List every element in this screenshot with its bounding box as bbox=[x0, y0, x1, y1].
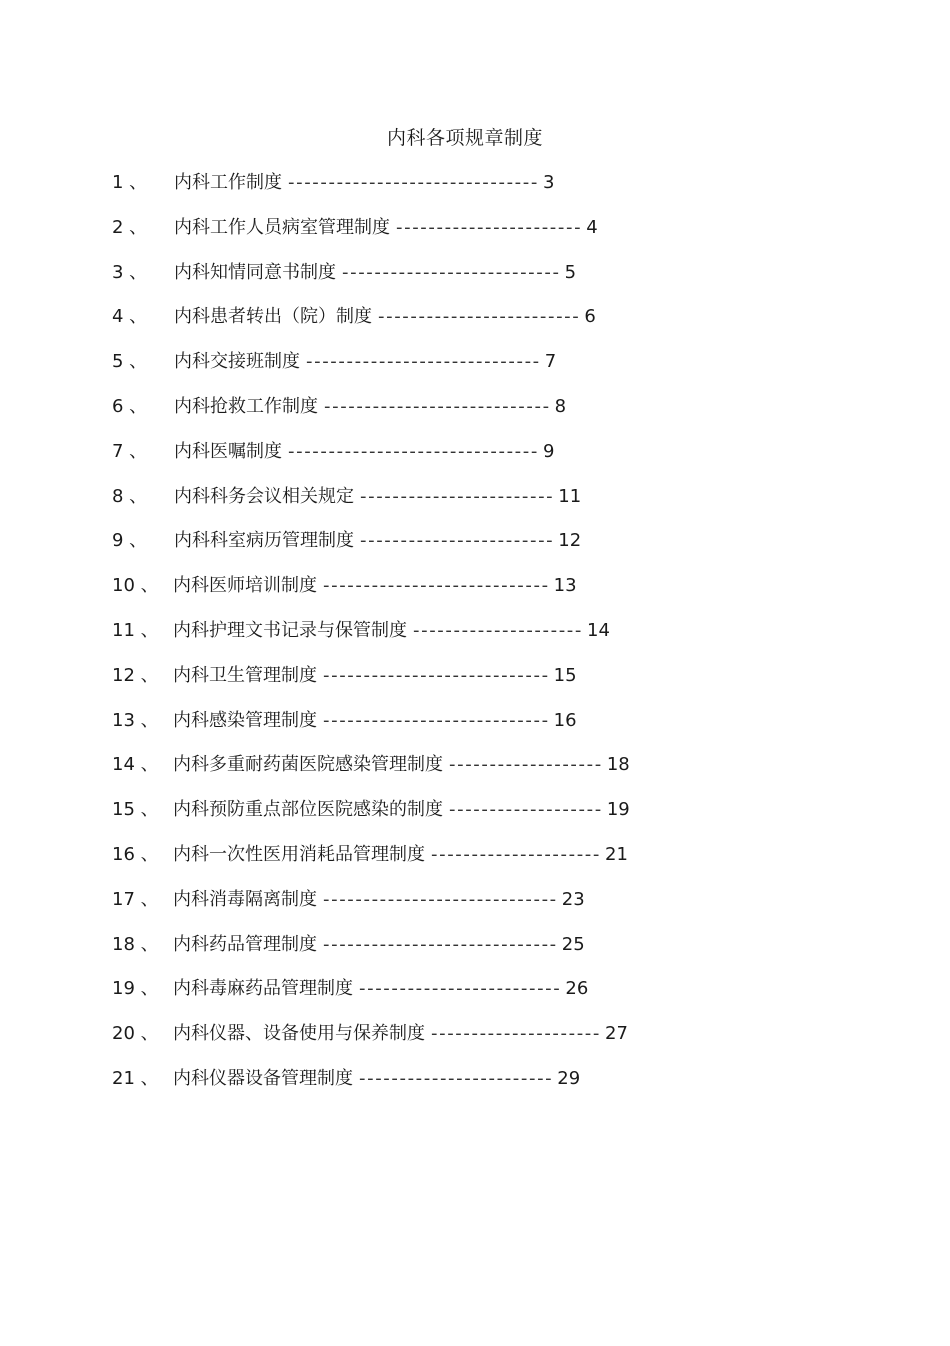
toc-entry-title: 内科医师培训制度 bbox=[173, 575, 317, 597]
toc-entry-title: 内科工作人员病室管理制度 bbox=[174, 216, 390, 238]
toc-entry-page: 11 bbox=[558, 485, 582, 507]
toc-entry-leader: ----------------------------- bbox=[306, 351, 541, 373]
toc-entry-page: 16 bbox=[553, 709, 577, 731]
toc-entry-page: 19 bbox=[606, 799, 630, 821]
toc-entry-title: 内科抢救工作制度 bbox=[174, 395, 318, 417]
toc-entry[interactable] bbox=[112, 1021, 732, 1066]
toc-entry-page: 8 bbox=[554, 395, 567, 417]
toc-entry[interactable] bbox=[112, 797, 732, 842]
document-title: 内科各项规章制度 bbox=[386, 127, 543, 149]
toc-entry-leader: ------------------- bbox=[449, 754, 603, 776]
toc-entry-leader: --------------------------- bbox=[342, 261, 561, 283]
toc-entry-number: 6 、 bbox=[112, 395, 148, 417]
toc-entry-number: 5 、 bbox=[112, 351, 148, 373]
toc-entry-page: 29 bbox=[557, 1067, 581, 1089]
toc-entry-page: 18 bbox=[606, 754, 630, 776]
toc-entry-leader: ------------------- bbox=[449, 799, 603, 821]
toc-entry-number: 2 、 bbox=[112, 216, 148, 238]
toc-entry[interactable] bbox=[112, 708, 732, 753]
toc-entry-title: 内科患者转出（院）制度 bbox=[174, 306, 372, 328]
toc-entry-page: 3 bbox=[542, 172, 555, 193]
toc-entry-page: 26 bbox=[565, 978, 589, 1000]
toc-entry[interactable] bbox=[112, 215, 732, 260]
toc-entry-title: 内科预防重点部位医院感染的制度 bbox=[173, 799, 443, 821]
toc-entry-leader: ----------------------- bbox=[396, 216, 583, 238]
toc-entry-page: 13 bbox=[553, 575, 577, 597]
toc-entry[interactable] bbox=[112, 528, 732, 573]
toc-entry-number: 1 、 bbox=[112, 172, 148, 193]
toc-entry-title: 内科仪器设备管理制度 bbox=[173, 1067, 353, 1089]
toc-entry[interactable] bbox=[112, 887, 732, 932]
toc-entry[interactable] bbox=[112, 618, 732, 663]
toc-entry-title: 内科医嘱制度 bbox=[174, 440, 282, 462]
toc-entry-page: 5 bbox=[564, 261, 577, 283]
toc-entry-number: 3 、 bbox=[112, 261, 148, 283]
toc-entry-page: 12 bbox=[558, 530, 582, 552]
toc-entry[interactable] bbox=[112, 663, 732, 708]
toc-entry-leader: ----------------------------- bbox=[323, 933, 558, 955]
toc-entry-title: 内科工作制度 bbox=[174, 172, 282, 193]
toc-entry[interactable] bbox=[112, 439, 732, 484]
toc-entry-number: 13 、 bbox=[112, 709, 159, 731]
toc-entry-page: 15 bbox=[553, 664, 577, 686]
toc-entry-title: 内科仪器、设备使用与保养制度 bbox=[173, 1023, 425, 1045]
toc-entry-leader: ------------------------ bbox=[360, 485, 555, 507]
toc-entry-number: 20 、 bbox=[112, 1023, 159, 1045]
toc-entry[interactable] bbox=[112, 932, 732, 977]
toc-entry-number: 17 、 bbox=[112, 888, 159, 910]
toc-entry[interactable] bbox=[112, 304, 732, 349]
toc-entry-number: 18 、 bbox=[112, 933, 159, 955]
toc-entry-leader: ---------------------------- bbox=[323, 709, 550, 731]
toc-entry-page: 23 bbox=[561, 888, 585, 910]
toc-entry-title: 内科科室病历管理制度 bbox=[174, 530, 354, 552]
toc-entry-page: 4 bbox=[586, 216, 598, 238]
toc-entry-number: 14 、 bbox=[112, 754, 159, 776]
toc-entry-title: 内科护理文书记录与保管制度 bbox=[173, 619, 407, 641]
toc-entry[interactable] bbox=[112, 752, 732, 797]
toc-entry-number: 15 、 bbox=[112, 799, 159, 821]
toc-entry-page: 21 bbox=[605, 843, 628, 865]
toc-entry-number: 19 、 bbox=[112, 978, 159, 1000]
toc-entry-page: 25 bbox=[561, 933, 585, 955]
toc-entry-leader: ------------------------- bbox=[378, 306, 581, 328]
toc-entry-page: 27 bbox=[605, 1023, 628, 1045]
toc-entry-title: 内科交接班制度 bbox=[174, 351, 300, 373]
toc-entry[interactable] bbox=[112, 842, 732, 887]
toc-entry-page: 14 bbox=[587, 619, 610, 641]
toc-entry-number: 8 、 bbox=[112, 485, 148, 507]
toc-entry-leader: ------------------------------- bbox=[288, 440, 539, 462]
toc-entry-page: 6 bbox=[584, 306, 596, 328]
table-of-contents bbox=[112, 170, 732, 1111]
toc-entry-title: 内科药品管理制度 bbox=[173, 933, 317, 955]
toc-entry-leader: --------------------- bbox=[413, 619, 583, 641]
toc-entry[interactable] bbox=[112, 170, 732, 215]
toc-entry-leader: ------------------------ bbox=[359, 1067, 554, 1089]
toc-entry-leader: --------------------- bbox=[431, 843, 601, 865]
toc-entry[interactable] bbox=[112, 1066, 732, 1111]
toc-entry-number: 4 、 bbox=[112, 306, 148, 328]
toc-entry-number: 12 、 bbox=[112, 664, 159, 686]
toc-entry-page: 7 bbox=[544, 351, 557, 373]
toc-entry[interactable] bbox=[112, 976, 732, 1021]
toc-entry-page: 9 bbox=[542, 440, 555, 462]
toc-entry[interactable] bbox=[112, 260, 732, 305]
toc-entry-leader: ------------------------------- bbox=[288, 172, 539, 193]
toc-entry[interactable] bbox=[112, 349, 732, 394]
toc-entry-leader: ---------------------------- bbox=[324, 395, 551, 417]
toc-entry-title: 内科卫生管理制度 bbox=[173, 664, 317, 686]
toc-entry-number: 9 、 bbox=[112, 530, 148, 552]
toc-entry-title: 内科一次性医用消耗品管理制度 bbox=[173, 843, 425, 865]
toc-entry-number: 21 、 bbox=[112, 1067, 159, 1089]
toc-entry-leader: ----------------------------- bbox=[323, 888, 558, 910]
toc-entry-title: 内科消毒隔离制度 bbox=[173, 888, 317, 910]
toc-entry[interactable] bbox=[112, 484, 732, 529]
toc-entry-leader: ------------------------ bbox=[360, 530, 555, 552]
toc-entry[interactable] bbox=[112, 394, 732, 439]
toc-entry-title: 内科感染管理制度 bbox=[173, 709, 317, 731]
toc-entry-leader: ---------------------------- bbox=[323, 575, 550, 597]
toc-entry-title: 内科毒麻药品管理制度 bbox=[173, 978, 353, 1000]
toc-entry-title: 内科科务会议相关规定 bbox=[174, 485, 354, 507]
toc-entry-title: 内科知情同意书制度 bbox=[174, 261, 336, 283]
toc-entry-leader: --------------------- bbox=[431, 1023, 601, 1045]
toc-entry-leader: ---------------------------- bbox=[323, 664, 550, 686]
toc-entry-title: 内科多重耐药菌医院感染管理制度 bbox=[173, 754, 443, 776]
toc-entry-leader: ------------------------- bbox=[359, 978, 562, 1000]
toc-entry[interactable] bbox=[112, 573, 732, 618]
toc-entry-number: 16 、 bbox=[112, 843, 159, 865]
toc-entry-number: 10 、 bbox=[112, 575, 159, 597]
toc-entry-number: 11 、 bbox=[112, 619, 159, 641]
toc-entry-number: 7 、 bbox=[112, 440, 148, 462]
